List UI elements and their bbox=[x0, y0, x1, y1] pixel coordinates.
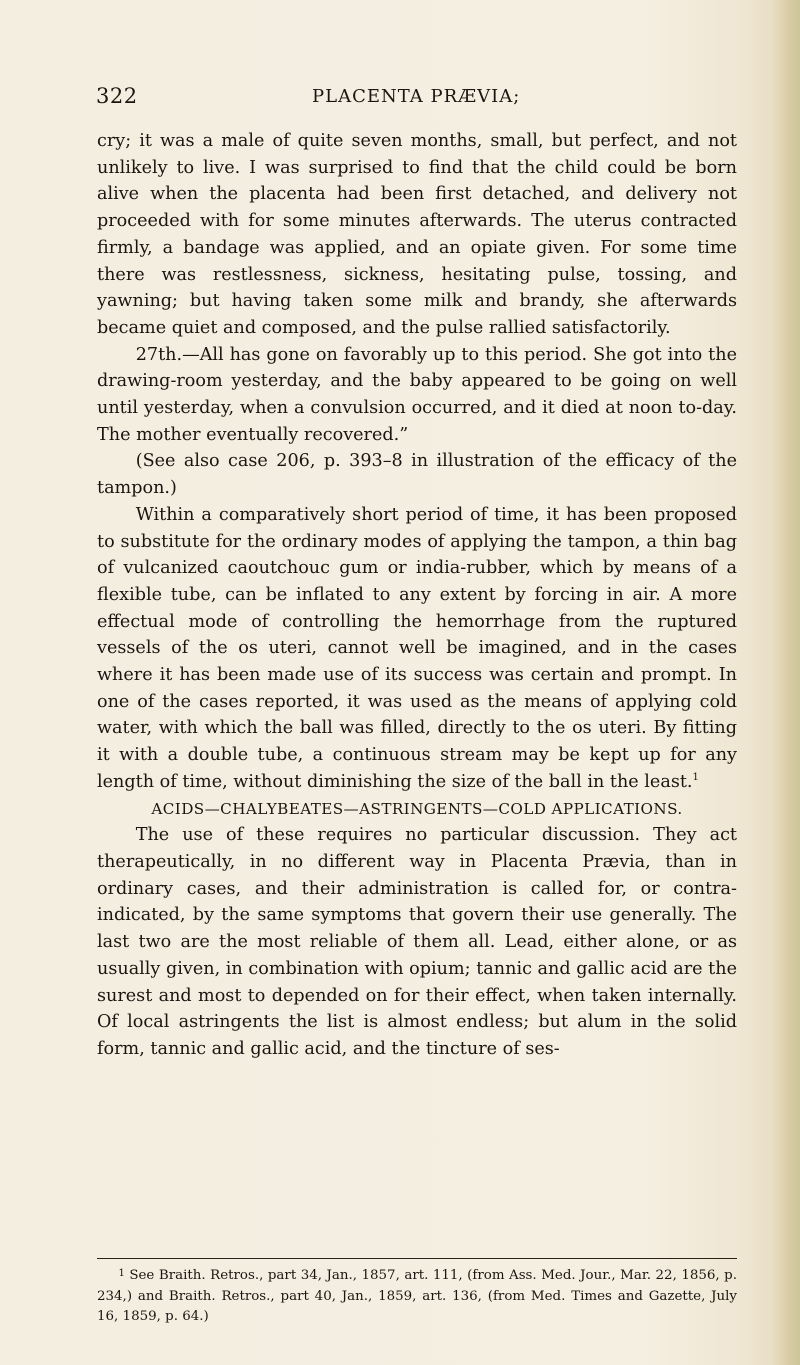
footnote-divider bbox=[97, 1258, 737, 1259]
paragraph-case-continuation: cry; it was a male of quite seven months, small, but perfect, and not unlikely to live. I was surprised to find that the child could be born alive when the placenta had been first detached, and delivery not proceeded with for some minutes afterwards. The uterus contracted firmly, a bandage was applied, and an opiate given. For some time there was restlessness, sickness, hesitating pulse, tossing, and yawning; but having taken some milk and brandy, she afterwards became quiet and composed, and the pulse rallied satisfactorily. bbox=[97, 131, 737, 338]
section-heading: ACIDS—CHALYBEATES—ASTRINGENTS—COLD APPLICATIONS. bbox=[151, 799, 683, 818]
page-number: 322 bbox=[96, 84, 138, 108]
page-edge-discoloration bbox=[772, 0, 800, 1365]
paragraph-see-also: (See also case 206, p. 393–8 in illustration of the efficacy of the tampon.) bbox=[97, 451, 737, 499]
footnote-text: See Braith. Retros., part 34, Jan., 1857, art. 111, (from Ass. Med. Jour., Mar. 22, 1856, p. 234,) and Braith. Retros., part 40, Jan., 1859, art. 136, (from Med. Times and Gazette, July 16, 1859, p. 64.) bbox=[97, 1268, 738, 1324]
footnote-marker: 1 bbox=[118, 1268, 125, 1279]
footnote-paragraph bbox=[97, 1264, 737, 1328]
paragraph-inflatable-tampon-text: Within a comparatively short period of time, it has been proposed to substitute for the ordinary modes of applying the tampon, a thin bag of vulcanized caoutchouc gum or india-rubber, which by means of a flexible tube, can be inflated to any extent by forcing in air. A more effectual mode of controlling the hemorrhage from the ruptured vessels of the os uteri, cannot well be imagined, and in the cases where it has been made use of its success was certain and prompt. In one of the cases reported, it was used as the means of applying cold water, with which the ball was filled, directly to the os uteri. By fitting it with a double tube, a continuous stream may be kept up for any length of time, without diminishing the size of the ball in the least. bbox=[97, 504, 737, 792]
paragraph-inflatable-tampon bbox=[97, 502, 737, 796]
page-header bbox=[96, 84, 736, 112]
paragraph-27th-entry: 27th.—All has gone on favorably up to this period. She got into the drawing-room yesterday, and the baby appeared to be going on well until yesterday, when a convulsion occurred, and it died at noon to-day. The mother eventually recovered.” bbox=[97, 344, 737, 445]
footnote bbox=[97, 1264, 737, 1328]
running-head: PLACENTA PRÆVIA; bbox=[312, 86, 521, 107]
body-text bbox=[97, 128, 737, 1063]
paragraph-astringents: The use of these requires no particular discussion. They act therapeutically, in no different way in Placenta Prævia, than in ordinary cases, and their administration is called for, or contra-indicated, by the same symptoms that govern their use generally. The last two are the most reliable of them all. Lead, either alone, or as usually given, in combination with opium; tannic and gallic acid are the surest and most to depended on for their effect, when taken internally. Of local astringents the list is almost endless; but alum in the solid form, tannic and gallic acid, and the tincture of ses- bbox=[97, 825, 737, 1059]
footnote-reference: 1 bbox=[692, 772, 699, 784]
